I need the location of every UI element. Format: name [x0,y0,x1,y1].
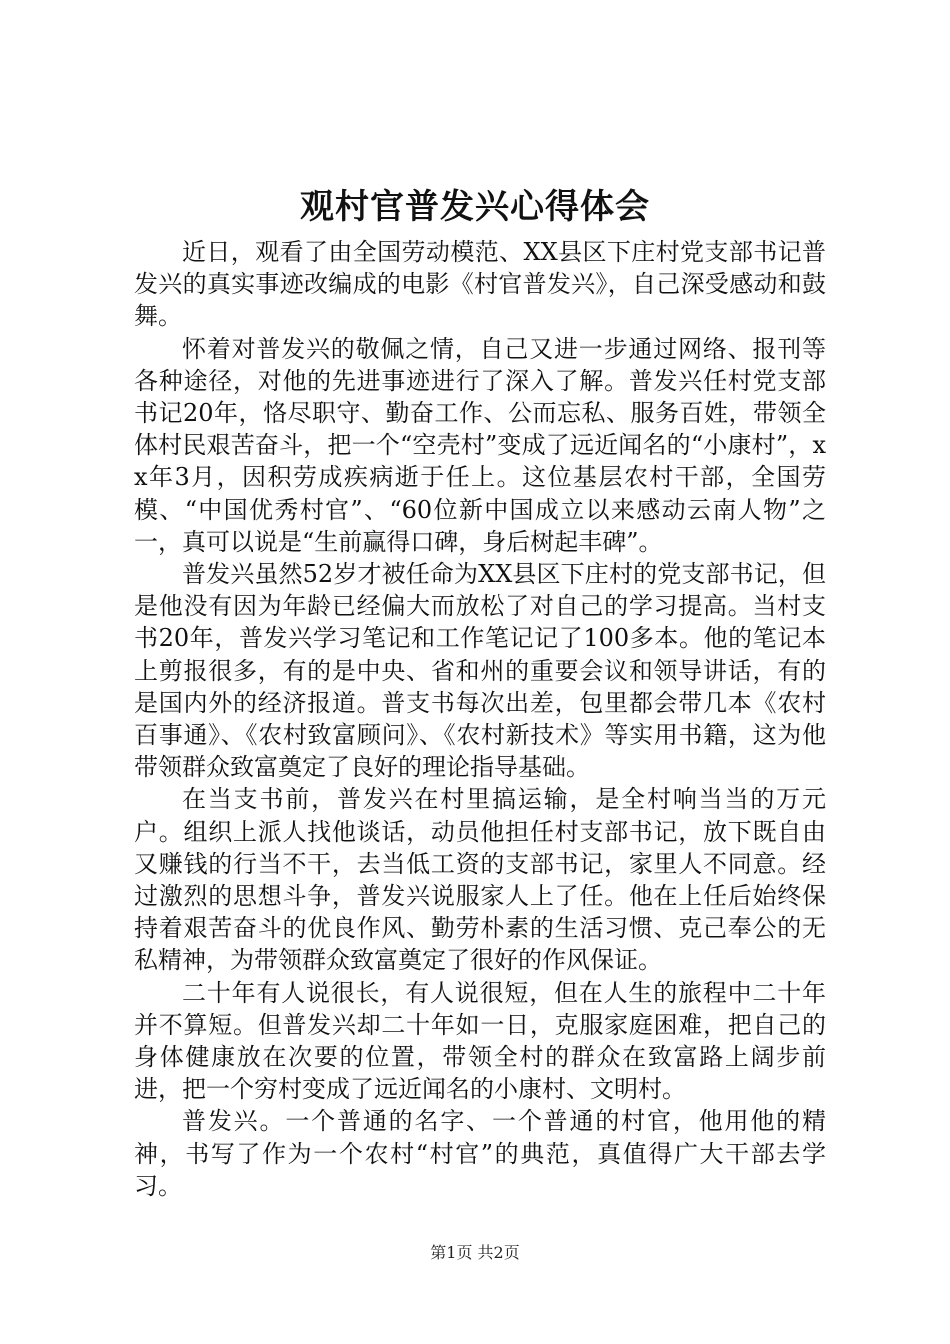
paragraph-3: 普发兴虽然52岁才被任命为XX县区下庄村的党支部书记，但是他没有因为年龄已经偏大而放松了对自己的学习提高。当村支书20年，普发兴学习笔记和工作笔记记了100多本。他的笔记本上剪报很多，有的是中央、省和州的重要会议和领导讲话，有的是国内外的经济报道。普支书每次出差，包里都会带几本《农村百事通》、《农村致富顾问》、《农村新技术》等实用书籍，这为他带领群众致富奠定了良好的理论指导基础。 [134,560,826,782]
paragraph-4: 在当支书前，普发兴在村里搞运输，是全村响当当的万元户。组织上派人找他谈话，动员他担任村支部书记，放下既自由又赚钱的行当不干，去当低工资的支部书记，家里人不同意。经过激烈的思想斗争，普发兴说服家人上了任。他在上任后始终保持着艰苦奋斗的优良作风、勤劳朴素的生活习惯、克己奉公的无私精神，为带领群众致富奠定了很好的作风保证。 [134,785,826,975]
paragraph-1: 近日，观看了由全国劳动模范、XX县区下庄村党支部书记普发兴的真实事迹改编成的电影《村官普发兴》，自己深受感动和鼓舞。 [134,238,826,331]
document-title: 观村官普发兴心得体会 [300,187,650,227]
paragraph-2: 怀着对普发兴的敬佩之情，自己又进一步通过网络、报刊等各种途径，对他的先进事迹进行了深入了解。普发兴任村党支部书记20年，恪尽职守、勤奋工作、公而忘私、服务百姓，带领全体村民艰苦奋斗，把一个“空壳村”变成了远近闻名的“小康村”，xx年3月，因积劳成疾病逝于任上。这位基层农村干部，全国劳模、“中国优秀村官”、“60位新中国成立以来感动云南人物”之一，真可以说是“生前赢得口碑，身后树起丰碑”。 [134,334,826,556]
paragraph-5: 二十年有人说很长，有人说很短，但在人生的旅程中二十年并不算短。但普发兴却二十年如一日，克服家庭困难，把自己的身体健康放在次要的位置，带领全村的群众在致富路上阔步前进，把一个穷村变成了远近闻名的小康村、文明村。 [134,978,826,1104]
paragraph-6: 普发兴。一个普通的名字、一个普通的村官，他用他的精神，书写了作为一个农村“村官”的典范，真值得广大干部去学习。 [134,1107,826,1200]
page-number-footer: 第1页 共2页 [430,1243,520,1262]
document-body [134,236,826,1202]
